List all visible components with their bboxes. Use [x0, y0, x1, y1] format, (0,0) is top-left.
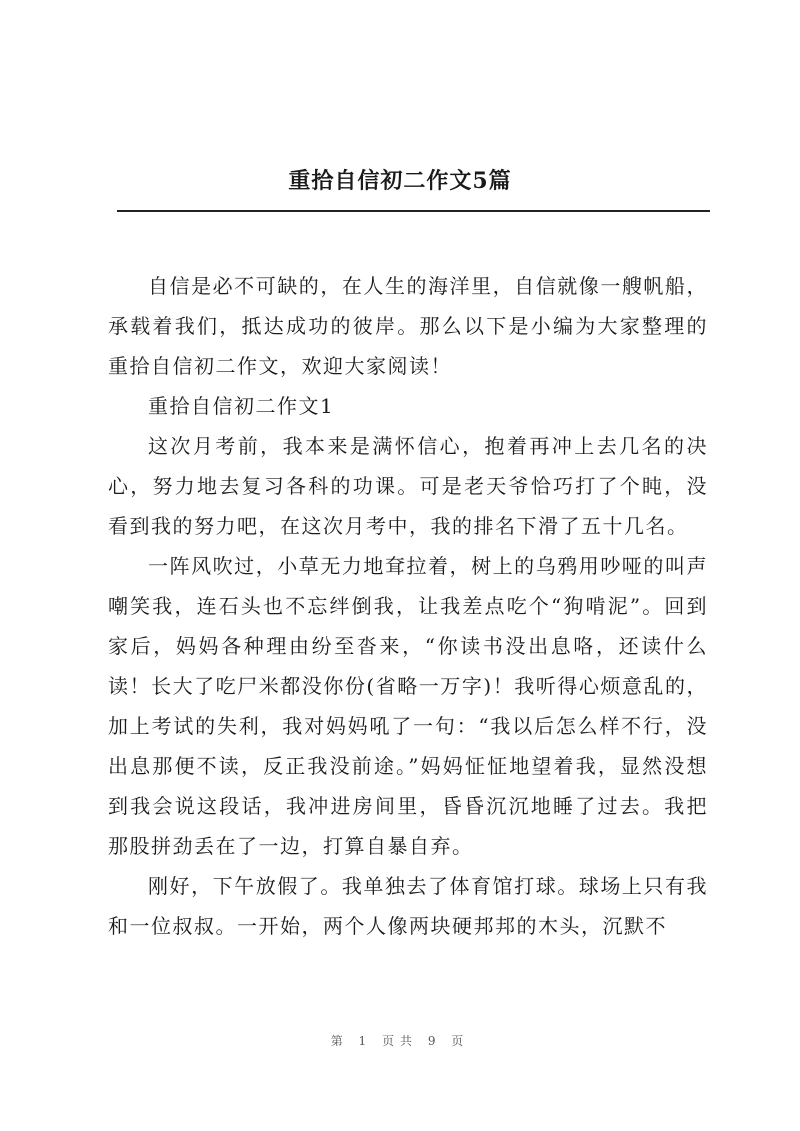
document-body	[108, 266, 708, 946]
essay-heading: 重拾自信初二作文1	[148, 394, 335, 418]
document-title: 重拾自信初二作文5篇	[288, 168, 512, 194]
paragraph: 一阵风吹过，小草无力地耷拉着，树上的乌鸦用吵哑的叫声嘲笑我，连石头也不忘绊倒我，让我差点吃个“狗啃泥”。回到家后，妈妈各种理由纷至沓来，“你读书没出息咯，还读什么读！长大了吃尸米都没你份(省略一万字)！我听得心烦意乱的，加上考试的失利，我对妈妈吼了一句：“我以后怎么样不行，没出息那便不读，反正我没前途。”妈妈怔怔地望着我，显然没想到我会说这段话，我冲进房间里，昏昏沉沉地睡了过去。我把那股拼劲丢在了一边，打算自暴自弃。	[108, 554, 708, 858]
paragraph-intro: 自信是必不可缺的，在人生的海洋里，自信就像一艘帆船，承载着我们，抵达成功的彼岸。那么以下是小编为大家整理的重拾自信初二作文，欢迎大家阅读！	[108, 274, 708, 378]
page-footer: 第 1 页共 9 页	[330, 1034, 470, 1048]
title-divider	[117, 210, 710, 212]
paragraph: 刚好，下午放假了。我单独去了体育馆打球。球场上只有我和一位叔叔。一开始，两个人像两块硬邦邦的木头，沉默不	[108, 874, 708, 938]
paragraph: 这次月考前，我本来是满怀信心，抱着再冲上去几名的决心，努力地去复习各科的功课。可是老天爷恰巧打了个盹，没看到我的努力吧，在这次月考中，我的排名下滑了五十几名。	[108, 434, 708, 538]
